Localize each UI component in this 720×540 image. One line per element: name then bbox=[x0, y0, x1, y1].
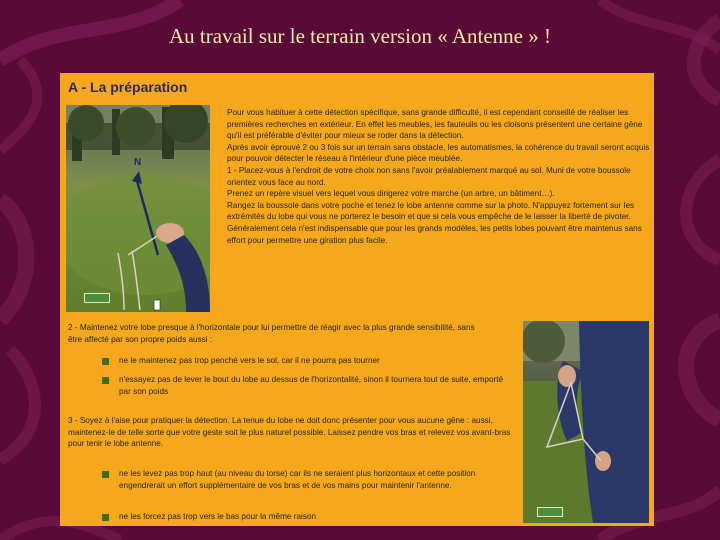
section-heading: A - La préparation bbox=[68, 79, 188, 95]
person-photo-drawing bbox=[523, 321, 649, 523]
intro-paragraph-4: Prenez un repère visuel vers lequel vous dirigerez votre marche (un arbre, un bâtiment…). bbox=[227, 189, 555, 199]
section-2-bullet-1: ne le maintenez pas trop penché vers le sol, car il ne pourra pas tourner bbox=[119, 356, 380, 365]
content-panel bbox=[60, 73, 654, 526]
green-square-icon bbox=[102, 471, 109, 478]
green-square-icon bbox=[102, 514, 109, 521]
slide-title: Au travail sur le terrain version « Antenne » ! bbox=[169, 24, 551, 48]
intro-paragraph-5: Rangez la boussole dans votre poche et tenez le lobe antenne comme sur la photo. N'appuyez fortement sur les extrémités du lobe qui vous ne porterez le besoin et que si cela vous empêche de le laisser la liberté de pivoter. Généralement cela n'est indispensable que pour les grands modèles, les petits lobes pouvant être maintenus sans effort pour permettre une giration plus facile. bbox=[227, 200, 642, 245]
compass-label: N bbox=[134, 157, 142, 168]
field-photo-drawing bbox=[66, 105, 210, 312]
green-square-icon bbox=[102, 377, 109, 384]
green-square-icon bbox=[102, 358, 109, 365]
intro-text bbox=[227, 107, 650, 246]
section-3-bullet-2: ne les forcez pas trop vers le bas pour la même raison bbox=[119, 512, 317, 521]
section-2-text: 2 - Maintenez votre lobe presque à l'horizontale pour lui permettre de réagir avec la plus grande sensibilité, sans être affecté par son propre poids aussi : bbox=[68, 323, 475, 344]
intro-paragraph-3: 1 - Placez-vous à l'endroit de votre choix non sans l'avoir préalablement marqué au sol. Muni de votre boussole orientez vous face au nord. bbox=[227, 165, 631, 187]
field-photo bbox=[66, 105, 210, 312]
section-3-bullet-1: ne les levez pas trop haut (au niveau du torse) car ils ne seraient plus horizontaux et cette position engendrerait un effort supplémentaire de vos bras et de vos mains pour maintenir l'antenne. bbox=[119, 469, 476, 490]
person-photo bbox=[523, 321, 649, 523]
section-2-bullet-2: n'essayez pas de lever le bout du lobe au dessus de l'horizontalité, sinon il tournera tout de suite, emporté par son poids bbox=[119, 375, 504, 396]
photo-credit-badge bbox=[84, 293, 110, 303]
photo-credit-badge bbox=[537, 507, 563, 517]
section-3-text: 3 - Soyez à l'aise pour pratiquer la détection. La tenue du lobe ne doit donc présenter pour vous aucune gêne : aussi, maintenez-le de telle sorte que votre geste soit le plus naturel possible. Laissez pendre vos bras et relevez vos avant-bras pour tenir le lobe antenne. bbox=[68, 416, 511, 449]
intro-paragraph-2: Après avoir éprouvé 2 ou 3 fois sur un terrain sans obstacle, les automatismes, la cohérence du travail seront acquis pour pouvoir détecter le réseau à l'intérieur d'une pièce meublée. bbox=[227, 142, 650, 164]
intro-paragraph-1: Pour vous habituer à cette détection spécifique, sans grande difficulté, il est cependant conseillé de réaliser les premières recherches en extérieur. En effet les meubles, les fauteuils ou les cloisons présentent une certaine gêne qu'il est préférable d'éviter pour mieux se roder dans la détection. bbox=[227, 108, 643, 141]
